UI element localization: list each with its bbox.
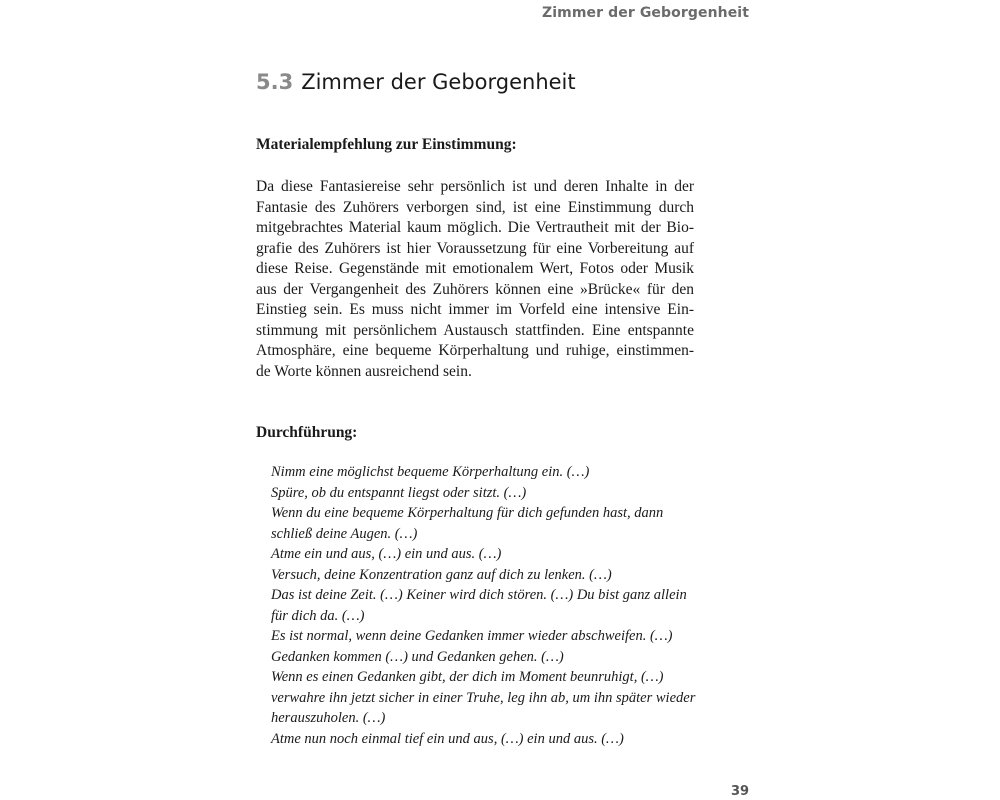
paragraph-line: mitgebrachtes Material kaum möglich. Die Vertrautheit mit der Bio- [256, 219, 694, 236]
paragraph-line: grafie des Zuhörers ist hier Voraussetzung für eine Vorbereitung auf [256, 239, 694, 257]
paragraph-line: aus der Vergangenheit des Zuhörers können eine »Brücke« für den [256, 280, 694, 298]
script-line: Wenn du eine bequeme Körperhaltung für dich gefunden hast, dann [271, 505, 664, 521]
script-line: Nimm eine möglichst bequeme Körperhaltung ein. (…) [271, 464, 590, 480]
script-line: herauszuholen. (…) [271, 710, 386, 726]
script-line: Gedanken kommen (…) und Gedanken gehen. (…) [271, 648, 564, 665]
paragraph-line: Einstieg sein. Es muss nicht immer im Vorfeld eine intensive Ein- [256, 301, 694, 318]
running-header: Zimmer der Geborgenheit [542, 5, 749, 21]
paragraph-line: diese Reise. Gegenstände mit emotionalem Wert, Fotos oder Musik [256, 260, 694, 277]
script-line: Es ist normal, wenn deine Gedanken immer wieder abschweifen. (…) [271, 628, 673, 644]
material-heading: Materialempfehlung zur Einstimmung: [256, 136, 517, 153]
script-line: Atme nun noch einmal tief ein und aus, (…) ein und aus. (…) [271, 730, 624, 747]
script-line: verwahre ihn jetzt sicher in einer Truhe, leg ihn ab, um ihn später wieder [271, 689, 696, 706]
script-line: Das ist deine Zeit. (…) Keiner wird dich stören. (…) Du bist ganz allein [271, 587, 687, 603]
paragraph-line: Fantasie des Zuhörers verborgen sind, ist eine Einstimmung durch [256, 198, 694, 216]
procedure-heading: Durchführung: [256, 424, 358, 441]
script-line: Versuch, deine Konzentration ganz auf dich zu lenken. (…) [271, 566, 612, 583]
section-title [256, 70, 576, 94]
script-line: Atme ein und aus, (…) ein und aus. (…) [271, 546, 502, 562]
script-line: Wenn es einen Gedanken gibt, der dich im Moment beunruhigt, (…) [271, 669, 664, 685]
section-title-text: Zimmer der Geborgenheit [301, 70, 576, 94]
script-line: Spüre, ob du entspannt liegst oder sitzt. (…) [271, 484, 527, 501]
script-line: für dich da. (…) [271, 607, 365, 624]
paragraph-line: stimmung mit persönlichem Austausch stattfinden. Eine entspannte [256, 321, 694, 339]
script-line: schließ deine Augen. (…) [271, 525, 418, 542]
material-paragraph [256, 177, 694, 382]
section-number: 5.3 [256, 70, 294, 94]
paragraph-line: Atmosphäre, eine bequeme Körperhaltung und ruhige, einstimmen- [256, 342, 694, 359]
paragraph-line: Da diese Fantasiereise sehr persönlich ist und deren Inhalte in der [256, 178, 694, 195]
procedure-script [271, 462, 701, 749]
paragraph-line: de Worte können ausreichend sein. [256, 362, 472, 380]
page-number: 39 [731, 784, 750, 799]
